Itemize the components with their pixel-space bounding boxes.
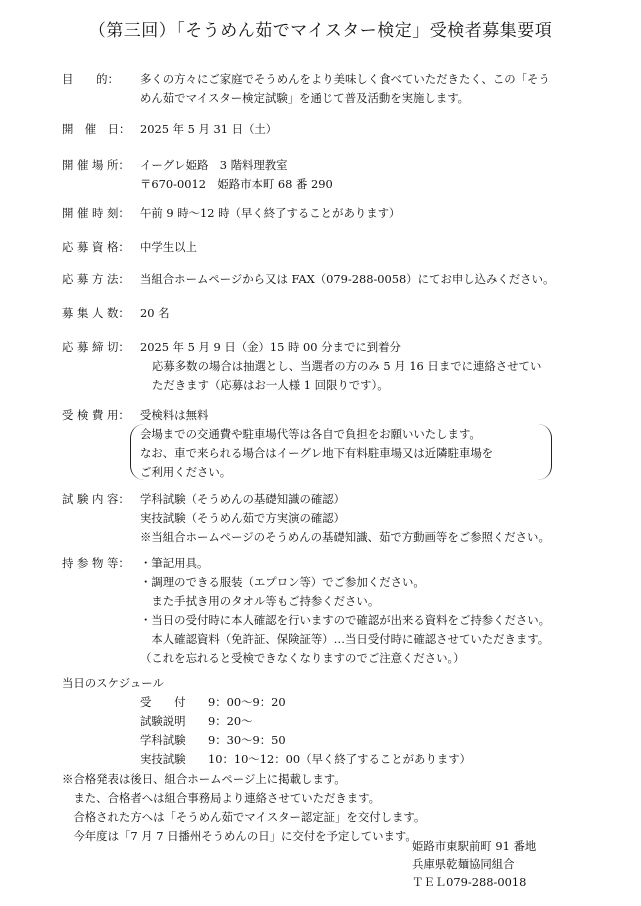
exam-line: 実技試験（そうめん茹で方実演の確認） [140, 511, 346, 525]
fee-line: 会場までの交通費や駐車場代等は各自で負担をお願いいたします。 [140, 427, 481, 441]
exam-label: 試 験 内 容： [62, 492, 130, 506]
note-line: 合格された方へは「そうめん茹でマイスター認定証」を交付します。 [62, 810, 426, 824]
schedule-heading: 当日のスケジュール [62, 676, 164, 690]
fee-line: ご利用ください。 [140, 465, 232, 479]
schedule-item-time: 9：00～9：20 [208, 695, 286, 709]
footer-tel: ＴＥＬ079-288-0018 [412, 875, 527, 889]
date-value: 2025 年 5 月 31 日（土） [140, 122, 278, 136]
items-line: ・筆記用具。 [140, 556, 209, 570]
schedule-row [140, 693, 622, 712]
eligibility-value: 中学生以上 [140, 240, 197, 254]
fee-label: 受 検 費 用： [62, 408, 130, 422]
items-label: 持 参 物 等： [62, 556, 130, 570]
purpose-label: 目 的： [62, 72, 119, 86]
note-line: 今年度は「7 月 7 日播州そうめんの日」に交付を予定しています。 [62, 829, 417, 843]
deadline-line: ただきます（応募はお一人様 1 回限りです）。 [152, 378, 389, 392]
items-line: ・当日の受付時に本人確認を行いますので確認が出来る資料をご持参ください。 [140, 613, 551, 627]
fee-line: なお、車で来られる場合はイーグレ地下有料駐車場又は近隣駐車場を [140, 446, 494, 460]
schedule-section [62, 674, 622, 769]
schedule-row [140, 731, 622, 750]
date-label: 開 催 日： [62, 122, 131, 136]
deadline-label: 応 募 締 切： [62, 340, 130, 354]
venue-line: イーグレ姫路 3 階料理教室 [140, 158, 288, 172]
page-title: （第三回）「そうめん茹でマイスター検定」受検者募集要項 [88, 21, 553, 41]
footer-org: 兵庫県乾麺協同組合 [412, 857, 515, 871]
items-line: （これを忘れると受検できなくなりますのでご注意ください。） [140, 651, 465, 665]
time-value: 午前 9 時～12 時（早く終了することがあります） [140, 206, 401, 220]
schedule-item-name: 実技試験 [140, 752, 186, 766]
capacity-value: 20 名 [140, 306, 170, 320]
method-label: 応 募 方 法： [62, 272, 130, 286]
schedule-row [140, 712, 622, 731]
capacity-label: 募 集 人 数： [62, 306, 130, 320]
exam-line: 学科試験（そうめんの基礎知識の確認） [140, 492, 346, 506]
footer-address: 姫路市東駅前町 91 番地 [412, 839, 537, 853]
venue-label: 開 催 場 所： [62, 158, 130, 172]
note-line: また、合格者へは組合事務局より連絡させていただきます。 [62, 791, 381, 805]
notes-section [62, 770, 622, 846]
purpose-line: 多くの方々にご家庭でそうめんをより美味しく食べていただきたく、この「そう [140, 72, 550, 86]
items-line: 本人確認資料（免許証、保険証等）…当日受付時に確認させていただきます。 [140, 632, 550, 646]
footer-contact [412, 837, 536, 891]
fee-line: 受検料は無料 [140, 408, 209, 422]
eligibility-label: 応 募 資 格： [62, 240, 130, 254]
deadline-line: 2025 年 5 月 9 日（金）15 時 00 分までに到着分 [140, 340, 401, 354]
purpose-line: めん茹でマイスター検定試験」を通じて普及活動を実施します。 [140, 91, 470, 105]
schedule-item-time: 9：30～9：50 [208, 733, 286, 747]
time-label: 開 催 時 刻： [62, 206, 130, 220]
venue-address: 〒670-0012 姫路市本町 68 番 290 [140, 177, 333, 191]
schedule-row [140, 750, 622, 769]
exam-line: ※当組合ホームページのそうめんの基礎知識、茹で方動画等をご参照ください。 [140, 530, 550, 544]
schedule-item-time: 9：20～ [208, 714, 253, 728]
schedule-item-time: 10：10～12：00（早く終了することがあります） [208, 752, 472, 766]
schedule-item-name: 試験説明 [140, 714, 186, 728]
deadline-line: 応募多数の場合は抽選とし、当選者の方のみ 5 月 16 日までに連絡させてい [152, 359, 542, 373]
schedule-item-name: 学科試験 [140, 733, 186, 747]
method-value: 当組合ホームページから又は FAX（079-288-0058）にてお申し込みください。 [140, 272, 555, 286]
items-line: ・調理のできる服装（エプロン等）でご参加ください。 [140, 575, 425, 589]
items-line: また手拭き用のタオル等もご持参ください。 [140, 594, 380, 608]
note-line: ※合格発表は後日、組合ホームページ上に掲載します。 [62, 772, 346, 786]
schedule-item-name: 受 付 [140, 695, 186, 709]
